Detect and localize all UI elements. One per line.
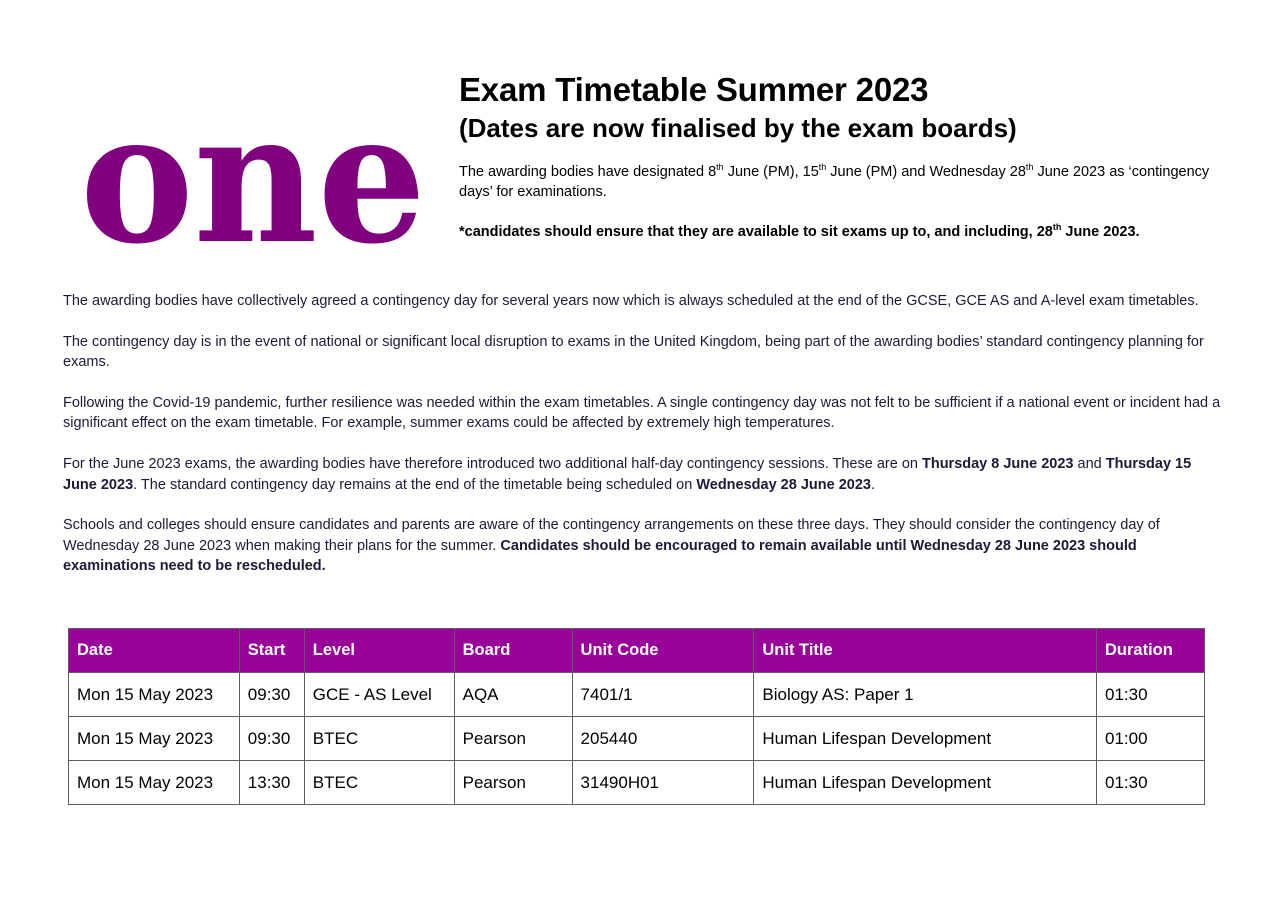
cell-start: 13:30 [239, 761, 304, 805]
paragraph-contingency-agreement: The awarding bodies have collectively agreed a contingency day for several years now which is always scheduled at the end of the GCSE, GCE AS and A-level exam timetables. [63, 293, 1199, 309]
page-title: Exam Timetable Summer 2023 [459, 71, 929, 108]
header-board: Board [454, 629, 572, 673]
cell-date: Mon 15 May 2023 [69, 717, 240, 761]
cell-board: Pearson [454, 761, 572, 805]
cell-level: GCE - AS Level [304, 673, 454, 717]
header-date: Date [69, 629, 240, 673]
cell-unit-title: Human Lifespan Development [754, 761, 1097, 805]
header-start: Start [239, 629, 304, 673]
cell-start: 09:30 [239, 673, 304, 717]
header-unit-title: Unit Title [754, 629, 1097, 673]
cell-date: Mon 15 May 2023 [69, 761, 240, 805]
cell-level: BTEC [304, 717, 454, 761]
one-logo [78, 108, 428, 248]
cell-duration: 01:00 [1097, 717, 1205, 761]
document-body [63, 291, 1223, 597]
paragraph-contingency-purpose: The contingency day is in the event of national or significant local disruption to exams in the United Kingdom, being part of the awarding bodies’ standard contingency planning for exams. [63, 333, 1204, 371]
cell-duration: 01:30 [1097, 673, 1205, 717]
cell-unit-title: Biology AS: Paper 1 [754, 673, 1097, 717]
table-row [69, 673, 1205, 717]
header-level: Level [304, 629, 454, 673]
cell-level: BTEC [304, 761, 454, 805]
paragraph-schools-advice: Schools and colleges should ensure candidates and parents are aware of the contingency arrangements on these three days. They should consider the contingency day of Wednesday 28 June 2023 when making their plans for the summer. Candidates should be encouraged to remain available until Wednesday 28 June 2023 should examinations need to be rescheduled. [63, 517, 1160, 575]
table-header-row [69, 629, 1205, 673]
cell-unit-code: 205440 [572, 717, 754, 761]
cell-board: AQA [454, 673, 572, 717]
table-row [69, 717, 1205, 761]
cell-unit-title: Human Lifespan Development [754, 717, 1097, 761]
cell-start: 09:30 [239, 717, 304, 761]
cell-date: Mon 15 May 2023 [69, 673, 240, 717]
table-row [69, 761, 1205, 805]
paragraph-june-sessions: For the June 2023 exams, the awarding bodies have therefore introduced two additional half-day contingency sessions. These are on Thursday 8 June 2023 and Thursday 15 June 2023. The standard contingency day remains at the end of the timetable being scheduled on Wednesday 28 June 2023. [63, 456, 1192, 493]
cell-duration: 01:30 [1097, 761, 1205, 805]
exam-timetable [68, 628, 1205, 805]
cell-unit-code: 7401/1 [572, 673, 754, 717]
contingency-intro: The awarding bodies have designated 8th June (PM), 15th June (PM) and Wednesday 28th June 2023 as ‘contingency days’ for examinations. [459, 162, 1210, 200]
paragraph-covid-resilience: Following the Covid-19 pandemic, further resilience was needed within the exam timetables. A single contingency day was not felt to be sufficient if a national event or incident had a significant effect on the exam timetable. For example, summer exams could be affected by extremely high temperatures. [63, 395, 1221, 432]
cell-board: Pearson [454, 717, 572, 761]
page-subtitle: (Dates are now finalised by the exam boards) [459, 113, 1017, 143]
cell-unit-code: 31490H01 [572, 761, 754, 805]
header-duration: Duration [1097, 629, 1205, 673]
logo-text: one [80, 108, 426, 248]
header-unit-code: Unit Code [572, 629, 754, 673]
document-header [459, 70, 1239, 242]
availability-notice: *candidates should ensure that they are available to sit exams up to, and including, 28th June 2023. [459, 222, 1140, 240]
